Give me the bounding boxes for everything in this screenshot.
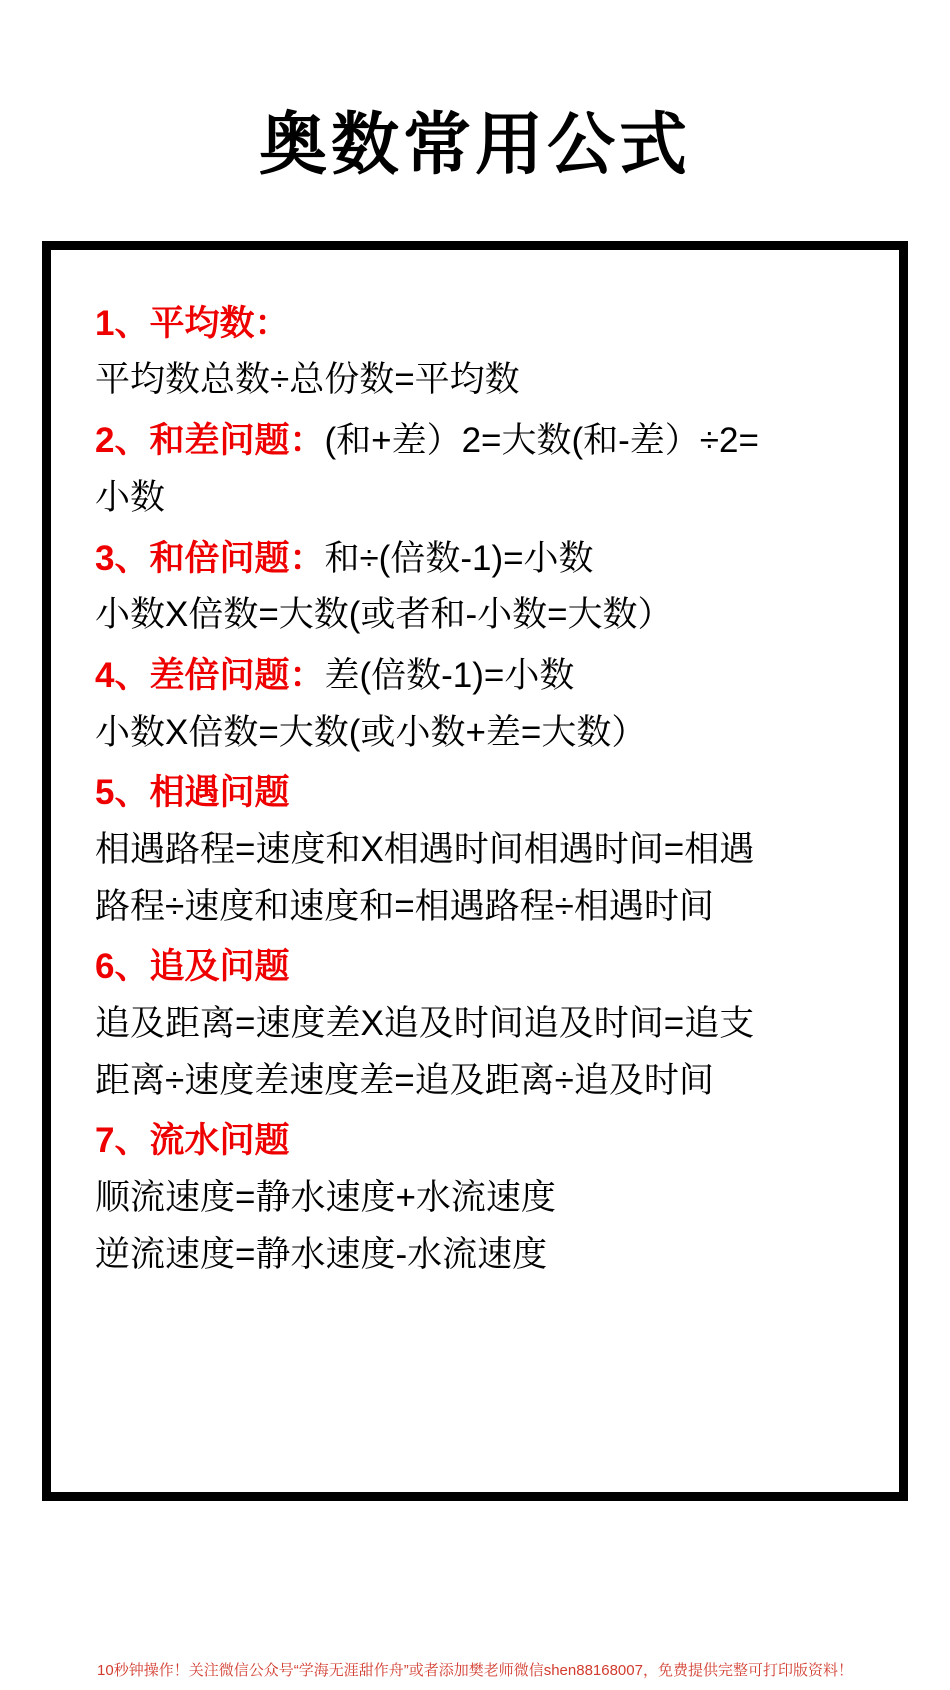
formula-line: 相遇路程=速度和X相遇时间相遇时间=相遇 xyxy=(95,829,755,869)
formula-section-7 xyxy=(95,1113,855,1283)
formula-heading-row xyxy=(95,296,855,353)
formula-heading-row xyxy=(95,413,855,470)
footer-promo-text: 10秒钟操作！关注微信公众号“学海无涯甜作舟”或者添加樊老师微信shen88168007，免费提供完整可打印版资料！ xyxy=(97,1662,853,1679)
formula-heading: 1、平均数： xyxy=(95,303,290,343)
formula-heading: 7、流水问题 xyxy=(95,1121,290,1161)
formula-heading-inline: 和÷(倍数-1)=小数 xyxy=(324,538,594,578)
page-title: 奥数常用公式 xyxy=(258,107,691,183)
formula-line: 追及距离=速度差X追及时间追及时间=追支 xyxy=(95,1004,755,1044)
formula-section-6 xyxy=(95,939,855,1109)
formula-line: 小数 xyxy=(95,477,166,517)
formula-heading-row xyxy=(95,648,855,705)
formula-heading: 5、相遇问题 xyxy=(95,773,290,813)
formula-line: 距离÷速度差速度差=追及距离÷追及时间 xyxy=(95,1060,714,1100)
formula-heading-row xyxy=(95,939,855,996)
formula-line: 逆流速度=静水速度-水流速度 xyxy=(95,1234,548,1274)
formula-line: 小数X倍数=大数(或者和-小数=大数） xyxy=(95,595,673,635)
formula-heading: 6、追及问题 xyxy=(95,947,290,987)
formula-heading-row xyxy=(95,531,855,588)
formula-heading: 3、和倍问题： xyxy=(95,538,325,578)
formula-heading: 4、差倍问题： xyxy=(95,655,325,695)
formula-heading: 2、和差问题： xyxy=(95,421,325,461)
formula-section-4 xyxy=(95,648,855,761)
formula-heading-inline: (和+差）2=大数(和-差）÷2= xyxy=(324,421,759,461)
formula-section-3 xyxy=(95,531,855,644)
formula-section-1 xyxy=(95,296,855,409)
formula-heading-inline: 差(倍数-1)=小数 xyxy=(324,655,575,695)
formula-heading-row xyxy=(95,765,855,822)
formula-line: 路程÷速度和速度和=相遇路程÷相遇时间 xyxy=(95,886,714,926)
formula-line: 小数X倍数=大数(或小数+差=大数） xyxy=(95,712,647,752)
formula-box xyxy=(42,241,908,1501)
formula-line: 顺流速度=静水速度+水流速度 xyxy=(95,1178,556,1218)
formula-section-2 xyxy=(95,413,855,526)
formula-line: 平均数总数÷总份数=平均数 xyxy=(95,360,520,400)
formula-section-5 xyxy=(95,765,855,935)
formula-heading-row xyxy=(95,1113,855,1170)
